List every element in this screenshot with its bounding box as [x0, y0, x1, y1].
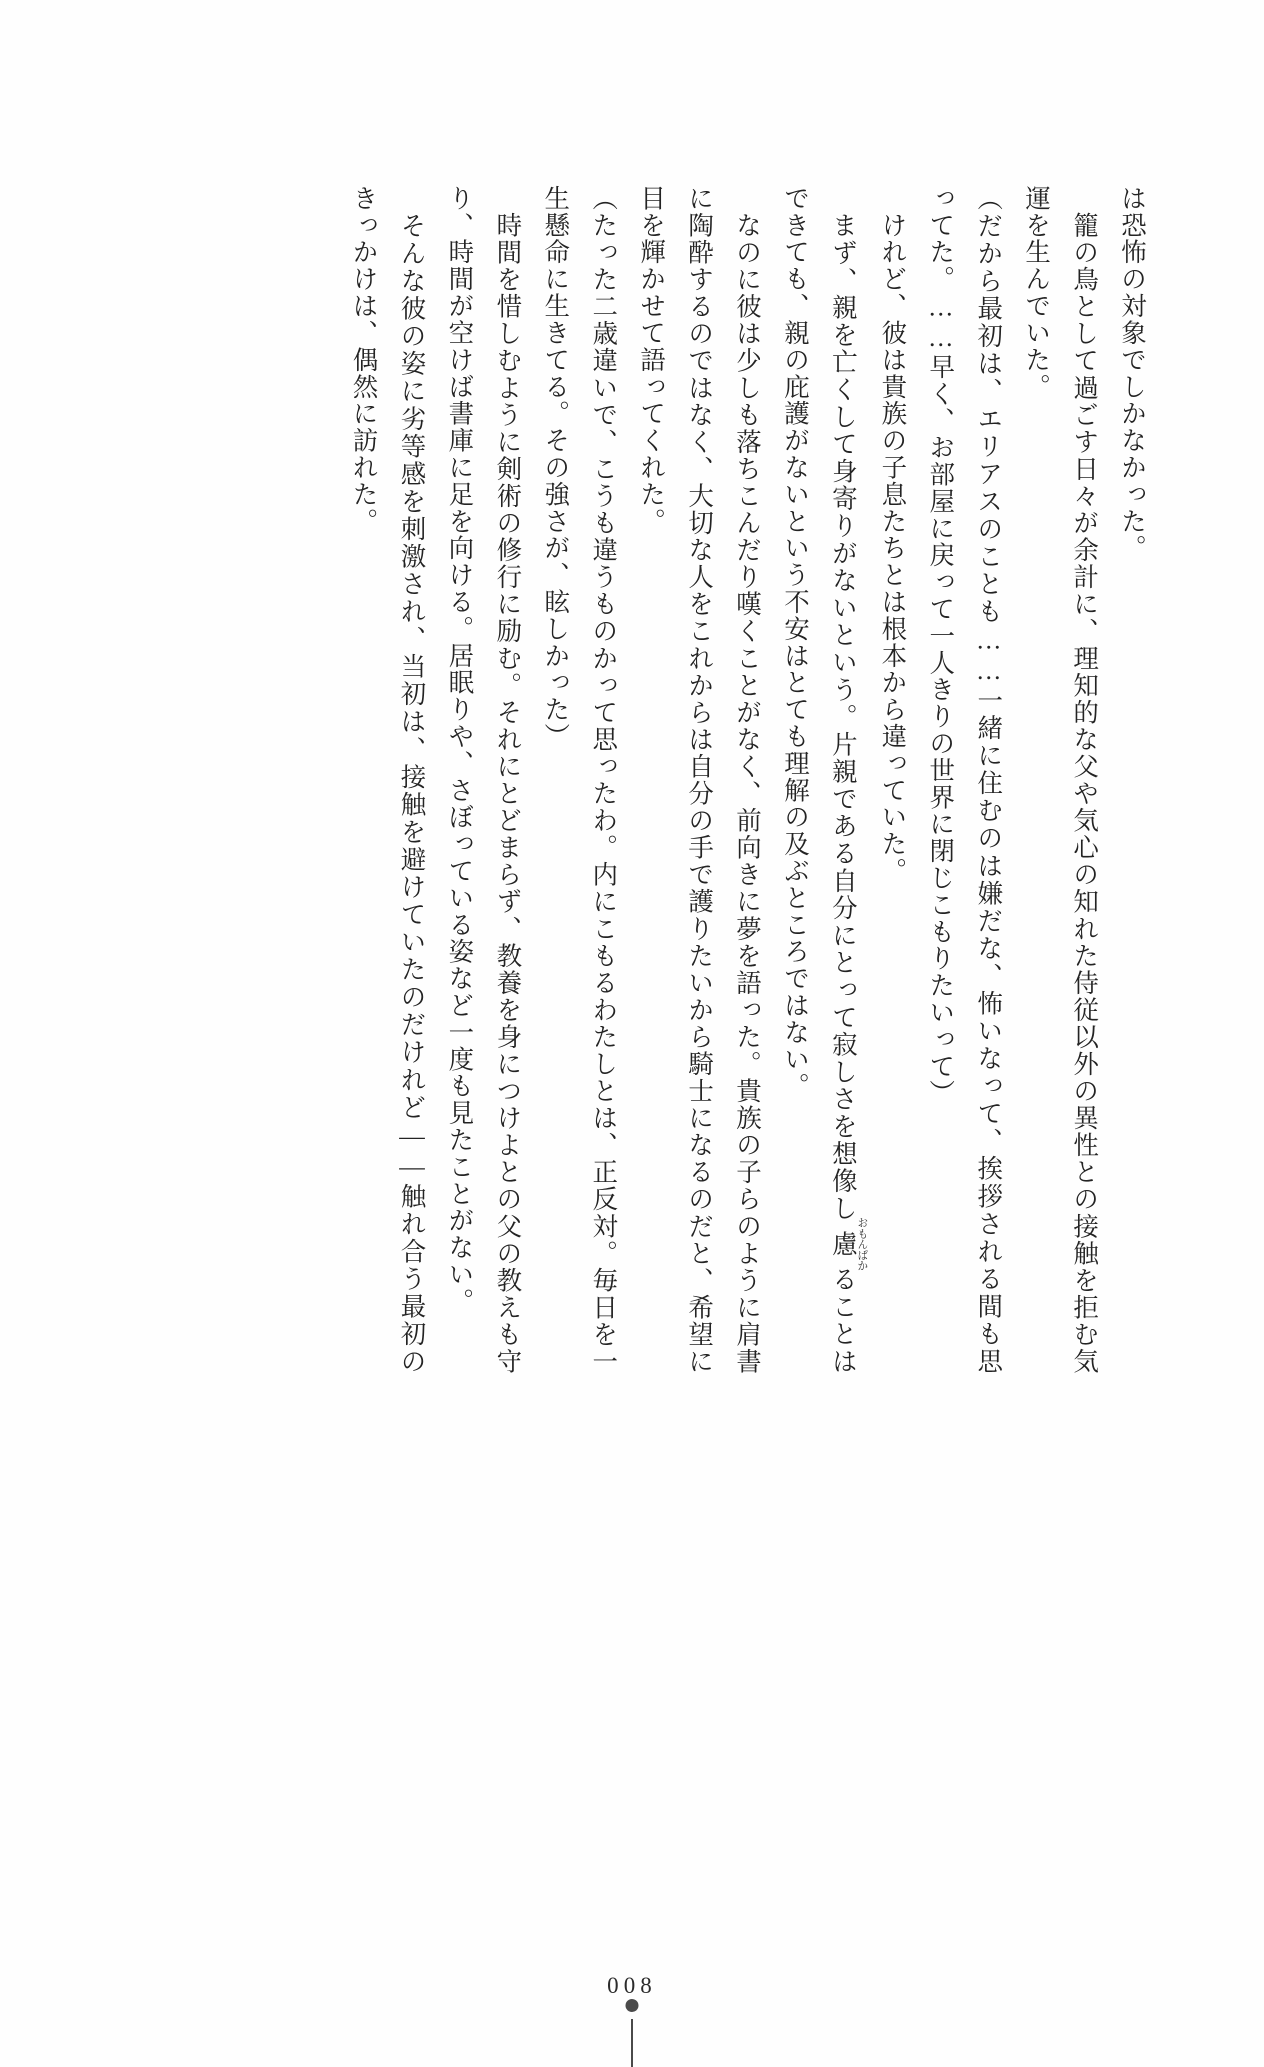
paragraph-7: （たった二歳違いで、こうも違うものかって思ったわ。内にこもるわたしとは、正反対。毎日を一生懸命に生きてる。その強さが、眩しかった）	[541, 185, 619, 1375]
paragraph-5: まず、親を亡くして身寄りがないという。片親である自分にとって寂しさを想像し慮おもんぱかることはできても、親の庇護がないという不安はとても理解の及ぶところではない。	[780, 185, 869, 1375]
paragraph-4: けれど、彼は貴族の子息たちとは根本から違っていた。	[878, 185, 908, 885]
paragraph-6: なのに彼は少しも落ちこんだり嘆くことがなく、前向きに夢を語った。貴族の子らのように肩書に陶酔するのではなく、大切な人をこれからは自分の手で護りたいから騎士になるのだと、希望に目を輝かせて語ってくれた。	[637, 185, 762, 1375]
paragraph-1: は恐怖の対象でしかなかった。	[1118, 185, 1147, 562]
ruby-base: 慮	[828, 1217, 858, 1271]
paragraph-3: （だから最初は、エリアスのことも……一緒に住むのは嫌だな、怖いなって、挨拶される間も思ってた。……早く、お部屋に戻って一人きりの世界に閉じこもりたいって）	[926, 185, 1004, 1375]
paragraph-9: そんな彼の姿に劣等感を刺激され、当初は、接触を避けていたのだけれど――触れ合う最初のきっかけは、偶然に訪れた。	[349, 185, 427, 1375]
folio-rule	[631, 2019, 633, 2067]
body-text	[340, 185, 1156, 1375]
paragraph-2: 籠の鳥として過ごす日々が余計に、理知的な父や気心の知れた侍従以外の異性との接触を拒む気運を生んでいた。	[1022, 185, 1100, 1375]
paragraph-8: 時間を惜しむように剣術の修行に励む。それにとどまらず、教養を身につけよとの父の教えも守り、時間が空けば書庫に足を向ける。居眠りや、さぼっている姿など一度も見たことがない。	[445, 185, 523, 1375]
folio-dot-icon	[626, 1999, 639, 2012]
folio-ornament	[625, 1999, 639, 2067]
ruby-reading: おもんぱか	[856, 1217, 869, 1271]
ruby-omonpakaru	[828, 1217, 869, 1271]
page-number: 008	[607, 1973, 657, 1998]
